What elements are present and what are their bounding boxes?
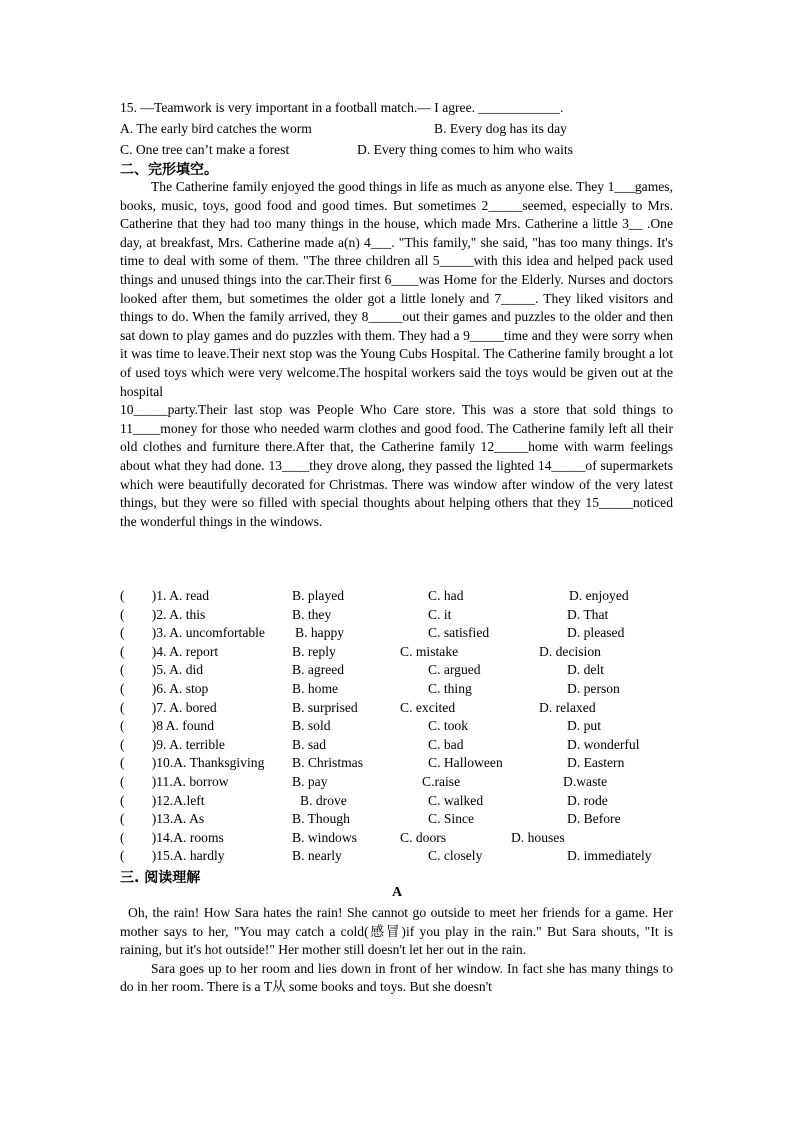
- answer-option: D. put: [567, 718, 601, 734]
- answer-row: [120, 736, 680, 755]
- answer-option: C. it: [428, 606, 452, 622]
- answer-option: C. argued: [428, 662, 481, 678]
- answer-option: C. Halloween: [428, 755, 503, 771]
- answer-option: C. took: [428, 718, 469, 734]
- answer-option: D. Before: [567, 811, 621, 827]
- answer-option: D. rode: [567, 792, 608, 808]
- answer-option: ( )11.A. borrow: [120, 773, 229, 789]
- answer-option: C. Since: [428, 811, 475, 827]
- answer-option: D. enjoyed: [569, 588, 629, 603]
- answer-option: B. surprised: [292, 699, 358, 715]
- answer-option: C. doors: [400, 829, 447, 845]
- answer-row: [120, 773, 680, 792]
- answer-option: D.waste: [563, 773, 608, 789]
- answer-row: [120, 754, 680, 773]
- answer-option: C. had: [428, 588, 464, 603]
- answer-option: B. drove: [300, 792, 347, 808]
- answer-row: [120, 587, 680, 606]
- answer-option: C. excited: [400, 699, 456, 715]
- answer-option: D. Eastern: [567, 755, 625, 771]
- answer-option: ( )13.A. As: [120, 811, 205, 827]
- answer-option: C.raise: [422, 773, 461, 789]
- answer-option: C. walked: [428, 792, 484, 808]
- answer-option: ( )3. A. uncomfortable: [120, 625, 265, 641]
- answer-option: B. agreed: [292, 662, 345, 678]
- answer-option: ( )4. A. report: [120, 643, 219, 659]
- answer-row: [120, 829, 680, 848]
- answer-option: ( )9. A. terrible: [120, 736, 225, 752]
- answer-row: [120, 661, 680, 680]
- section-3-title: 三. 阅读理解: [120, 870, 201, 886]
- answer-row: [120, 847, 680, 866]
- reading-passage-a: [120, 904, 673, 997]
- answer-option: ( )10.A. Thanksgiving: [120, 755, 265, 771]
- answer-option: ( )1. A. read: [120, 588, 210, 603]
- answer-option: C. closely: [428, 848, 483, 864]
- answer-option: ( )6. A. stop: [120, 680, 209, 696]
- reading-paragraph: Sara goes up to her room and lies down in front of her window. In fact she has many things to do in her room. There is a T从 some books and toys. But she doesn't: [120, 960, 673, 995]
- cloze-passage: [120, 178, 673, 531]
- answer-option: D. delt: [567, 662, 604, 678]
- option-c: C. One tree can’t make a forest: [120, 142, 290, 157]
- answer-row: [120, 606, 680, 625]
- passage-label: A: [391, 885, 403, 900]
- answer-option: D. person: [567, 680, 620, 696]
- answer-row: [120, 680, 680, 699]
- answer-option: ( )5. A. did: [120, 662, 204, 678]
- answer-option: B. they: [292, 606, 332, 622]
- answer-option: B. pay: [292, 773, 328, 789]
- question-15-stem: 15. —Teamwork is very important in a football match.— I agree. ____________.: [120, 100, 564, 115]
- answer-option: D. decision: [539, 643, 601, 659]
- answer-row: [120, 810, 680, 829]
- answer-option: B. home: [292, 680, 339, 696]
- answer-row: [120, 699, 680, 718]
- answer-option: C. satisfied: [428, 625, 490, 641]
- answer-row: [120, 624, 680, 643]
- cloze-paragraph: The Catherine family enjoyed the good things in life as much as anyone else. They 1___games, books, music, toys, good food and good times. But sometimes 2_____seemed, especially to Mrs. Catherine that they had too many things in the house, which made Mrs. Catherine a little 3__ .One day, at breakfast, Mrs. Catherine made a(n) 4___. "This family," she said, "has too many things. It's time to deal with some of them. "The three children all 5_____with this idea and helped pack used things and unused things into the car.Their first 6____was Home for the Elderly. Nurses and doctors looked after them, but sometimes the older got a little lonely and 7_____. They liked visitors and things to do. When the family arrived, they 8_____out their games and puzzles to the older and then sat down to play games and do puzzles with them. They had a 9_____time and they were sorry when it was time to leave.Their next stop was the Young Cubs Hospital. The Catherine family brought a lot of used toys which were very welcome.The hospital workers said the toys would be given out at the hospital: [120, 179, 673, 399]
- answer-option: D. That: [567, 606, 609, 622]
- answer-option: D. pleased: [567, 625, 625, 641]
- cloze-paragraph: 10_____party.Their last stop was People Who Care store. This was a store that sold things to 11____money for those who needed warm clothes and good food. The Catherine family left all their old clothes and furniture there.After that, the Catherine family 12_____home with warm feelings about what they had done. 13____they drove along, they passed the lighted 14_____of supermarkets which were beautifully decorated for Christmas. There was window after window of the very latest things, but they were so filled with special thoughts about helping others that they 15_____noticed the wonderful things in the windows.: [120, 402, 673, 529]
- answer-option: B. Though: [292, 811, 350, 827]
- answer-option: B. happy: [295, 625, 345, 641]
- answer-option: B. sad: [292, 736, 326, 752]
- answer-option: C. bad: [428, 736, 464, 752]
- answer-option: C. thing: [428, 680, 472, 696]
- cloze-answer-options: [120, 587, 680, 866]
- answer-option: D. wonderful: [567, 736, 640, 752]
- reading-paragraph: Oh, the rain! How Sara hates the rain! She cannot go outside to meet her friends for a game. Her mother says to her, "You may catch a cold(感冒)if you play in the rain." But Sara shouts, "It is raining, but it's hot outside!" Her mother still doesn't let her out in the rain.: [120, 905, 673, 958]
- option-a: A. The early bird catches the worm: [120, 121, 312, 136]
- answer-row: [120, 792, 680, 811]
- answer-row: [120, 717, 680, 736]
- answer-option: B. sold: [292, 718, 331, 734]
- answer-option: ( )2. A. this: [120, 606, 206, 622]
- answer-option: B. nearly: [292, 848, 342, 864]
- answer-option: B. reply: [292, 643, 336, 659]
- answer-option: C. mistake: [400, 643, 459, 659]
- answer-option: ( )12.A.left: [120, 792, 205, 808]
- option-d: D. Every thing comes to him who waits: [357, 142, 573, 157]
- answer-option: D. immediately: [567, 848, 652, 864]
- answer-option: ( )8 A. found: [120, 718, 215, 734]
- question-15: [120, 97, 680, 160]
- answer-option: B. windows: [292, 829, 357, 845]
- answer-option: ( )15.A. hardly: [120, 848, 225, 864]
- answer-row: [120, 643, 680, 662]
- answer-option: ( )7. A. bored: [120, 699, 217, 715]
- answer-option: B. Christmas: [292, 755, 363, 771]
- section-2-title: 二、完形填空。: [120, 162, 218, 178]
- answer-option: D. houses: [511, 829, 565, 845]
- answer-option: D. relaxed: [539, 699, 596, 715]
- answer-option: B. played: [292, 588, 345, 603]
- answer-option: ( )14.A. rooms: [120, 829, 224, 845]
- option-b: B. Every dog has its day: [434, 121, 567, 136]
